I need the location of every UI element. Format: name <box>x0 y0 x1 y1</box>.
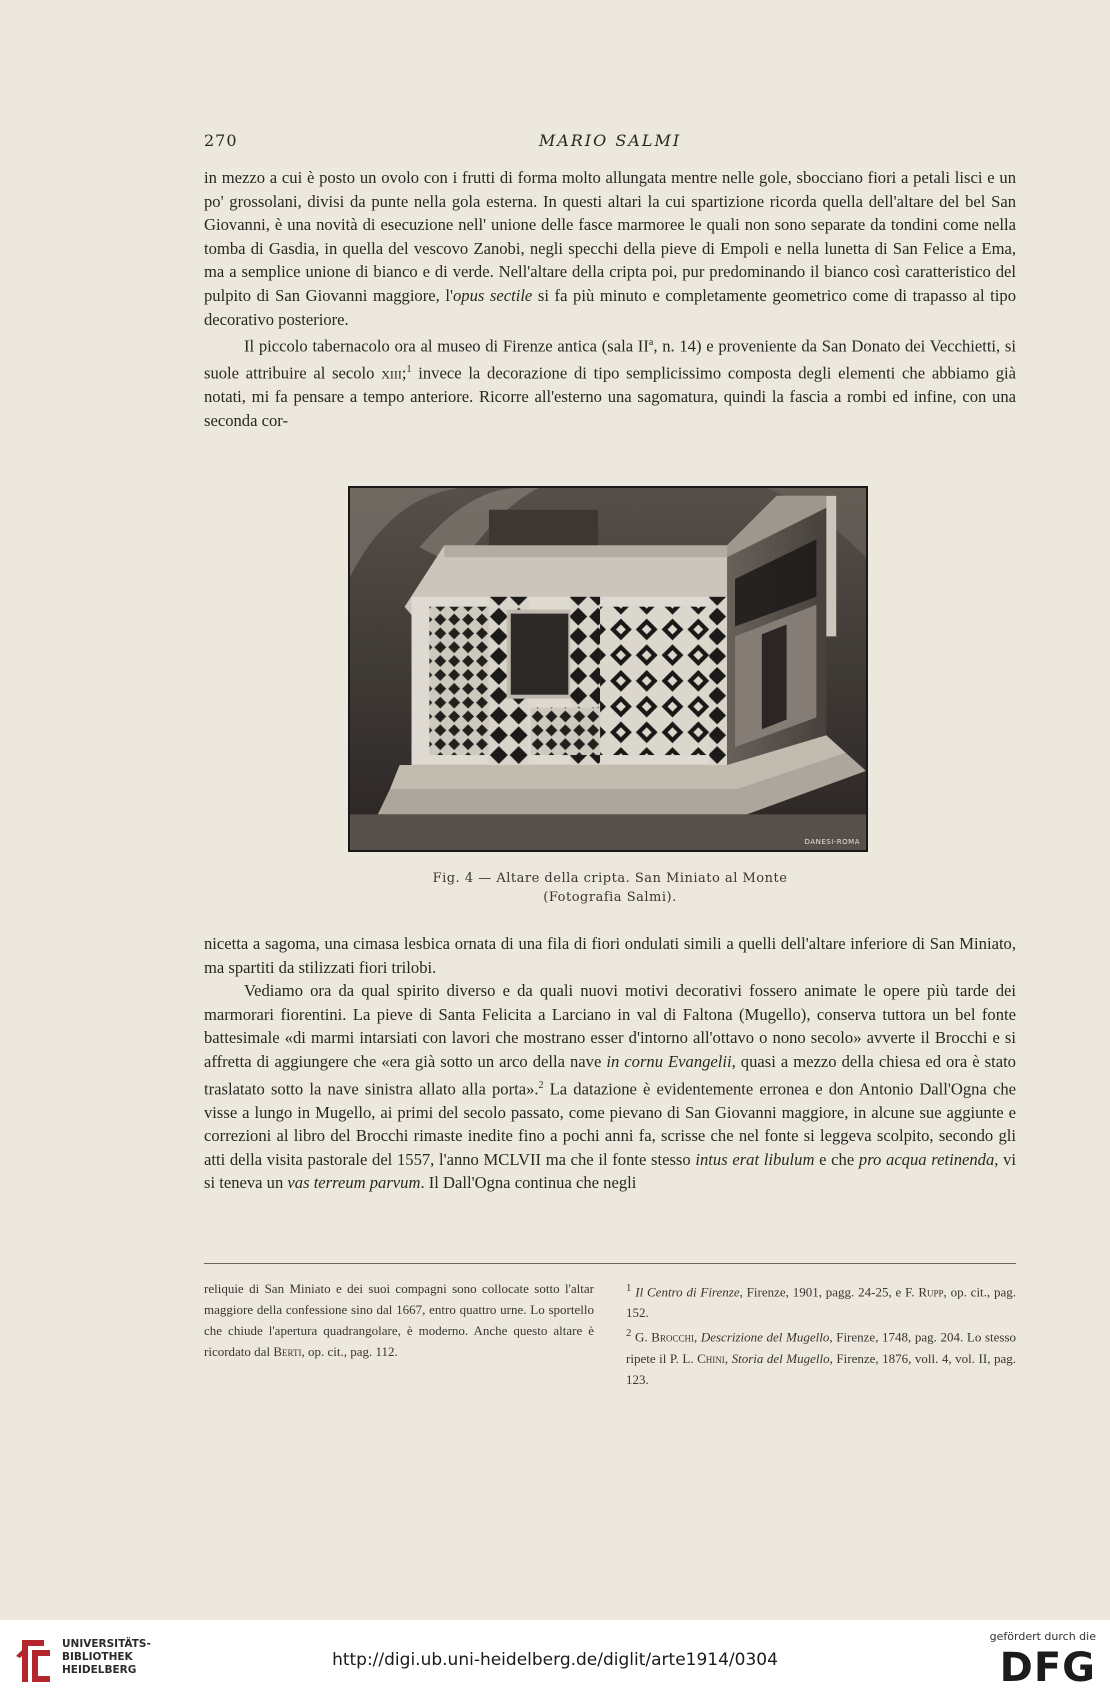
funded-by-label: gefördert durch die <box>989 1630 1096 1643</box>
page-header <box>204 131 1016 155</box>
footnote-1: $^1$ Il Centro di Firenze, Firenze, 1901, pagg. 24-25, e F. Rupp, op. cit., pag. 152. <box>626 1282 1017 1321</box>
footnote-ref-1[interactable]: 1 <box>406 364 412 376</box>
footnote-rule <box>204 1263 1016 1264</box>
library-name[interactable]: UNIVERSITÄTS- BIBLIOTHEK HEIDELBERG <box>62 1638 151 1676</box>
caption-line-2: (Fotografia Salmi). <box>543 890 677 905</box>
photo-tint <box>350 488 866 850</box>
paragraph-4: Vediamo ora da qual spirito diverso e da quali nuovi motivi decorativi fossero animate le opere più tarde dei marmorari fiorentini. La pieve di Santa Felicita a Larciano in val di Faltona (Mugello), conserva tuttora un bel fonte battesimale «di marmi intarsiati con lavori che mostrano esser d'intorno all'ottavo o nono secolo» avverte il Brocchi e si affretta di aggiungere che «era già sotto un arco della nave in cornu Evangelii, quasi a mezzo della chiesa ed ora è stato traslatato sotto la nave sinistra allato alla porta».$^2$ La datazione è evidentemente erronea e don Antonio Dall'Ogna che visse a lungo in Mugello, ai primi del secolo passato, come pievano di San Giovanni maggiore, in alcune sue aggiunte e correzioni al libro del Brocchi rimaste inedite fino a pochi anni fa, scrisse che nel fonte si leggeva scolpito, secondo gli atti della visita pastorale del 1557, l'anno MCLVII ma che il fonte stesso intus erat libulum e che pro acqua retinenda, vi si teneva un vas terreum parvum. Il Dall'Ogna continua che negli <box>204 981 1016 1193</box>
photo-credit: DANESI-ROMA <box>804 838 860 846</box>
figure-caption <box>204 869 1016 907</box>
footnote-2: $^2$ G. Brocchi, Descrizione del Mugello, Firenze, 1748, pag. 204. Lo stesso ripete il P. L. Chini, Storia del Mugello, Firenze, 1876, voll. 4, vol. II, pag. 123. <box>626 1327 1017 1387</box>
footnote-ref-2[interactable]: 2 <box>538 1079 544 1091</box>
caption-line-1: Fig. 4 — Altare della cripta. San Miniato al Monte <box>432 871 788 886</box>
footnotes <box>204 1278 1016 1398</box>
page-number: 270 <box>204 131 238 150</box>
altar-illustration <box>350 488 866 850</box>
dfg-logo[interactable]: DFG <box>999 1645 1096 1691</box>
footnote-continuation: reliquie di San Miniato e dei suoi compagni sono collocate sotto l'altar maggiore della confessione sino dal 1667, entro quattro urne. Lo sportello che chiude l'apertura quadrangolare, è moderno. Anche questo altare è ricordato dal Berti, op. cit., pag. 112. <box>204 1281 594 1359</box>
paragraph-1: in mezzo a cui è posto un ovolo con i frutti di forma molto allungata mentre nelle gole, sbocciano fiori a petali lisci e un po' grossolani, divisi da punte nella gola esterna. In questi altari la cui spartizione ricorda quella dell'altare del bel San Giovanni, è una novità di esecuzione nell' unione delle fasce marmoree le quali non sono separate da tondini come nella tomba di Gasdia, in quella del vescovo Zanobi, negli specchi della pieve di Empoli e nella lunetta di San Felice a Ema, ma a semplice unione di bianco e di verde. Nell'altare della cripta poi, pur predominando il bianco così caratteristico del pulpito di San Giovanni maggiore, l'opus sectile si fa più minuto e completamente geometrico come di trapasso al tipo decorativo posteriore. <box>204 168 1016 329</box>
footnotes-column-right <box>626 1278 1016 1390</box>
paragraph-3: nicetta a sagoma, una cimasa lesbica ornata di una fila di fiori ondulati simili a quelli dell'altare inferiore di San Miniato, ma spartiti da stilizzati fiori trilobi. <box>204 934 1016 977</box>
body-text-top <box>204 166 1016 433</box>
permalink-url[interactable]: http://digi.ub.uni-heidelberg.de/diglit/arte1914/0304 <box>332 1650 778 1670</box>
body-text-bottom <box>204 932 1016 1195</box>
paragraph-2: Il piccolo tabernacolo ora al museo di Firenze antica (sala $II^a$, n. 14) e proveniente da San Donato dei Vecchietti, si suole attribuire al secolo xiii;$^1$ invece la decorazione di tipo semplicissimo composta degli elementi che abbiamo già notati, mi fa pensare a tempo anteriore. Ricorre all'esterno una sagomatura, quindi la fascia a rombi ed infine, con una seconda cor- <box>204 336 1016 430</box>
altar-photograph <box>348 486 868 852</box>
digitization-footer <box>0 1620 1110 1701</box>
running-head: MARIO SALMI <box>538 131 682 150</box>
